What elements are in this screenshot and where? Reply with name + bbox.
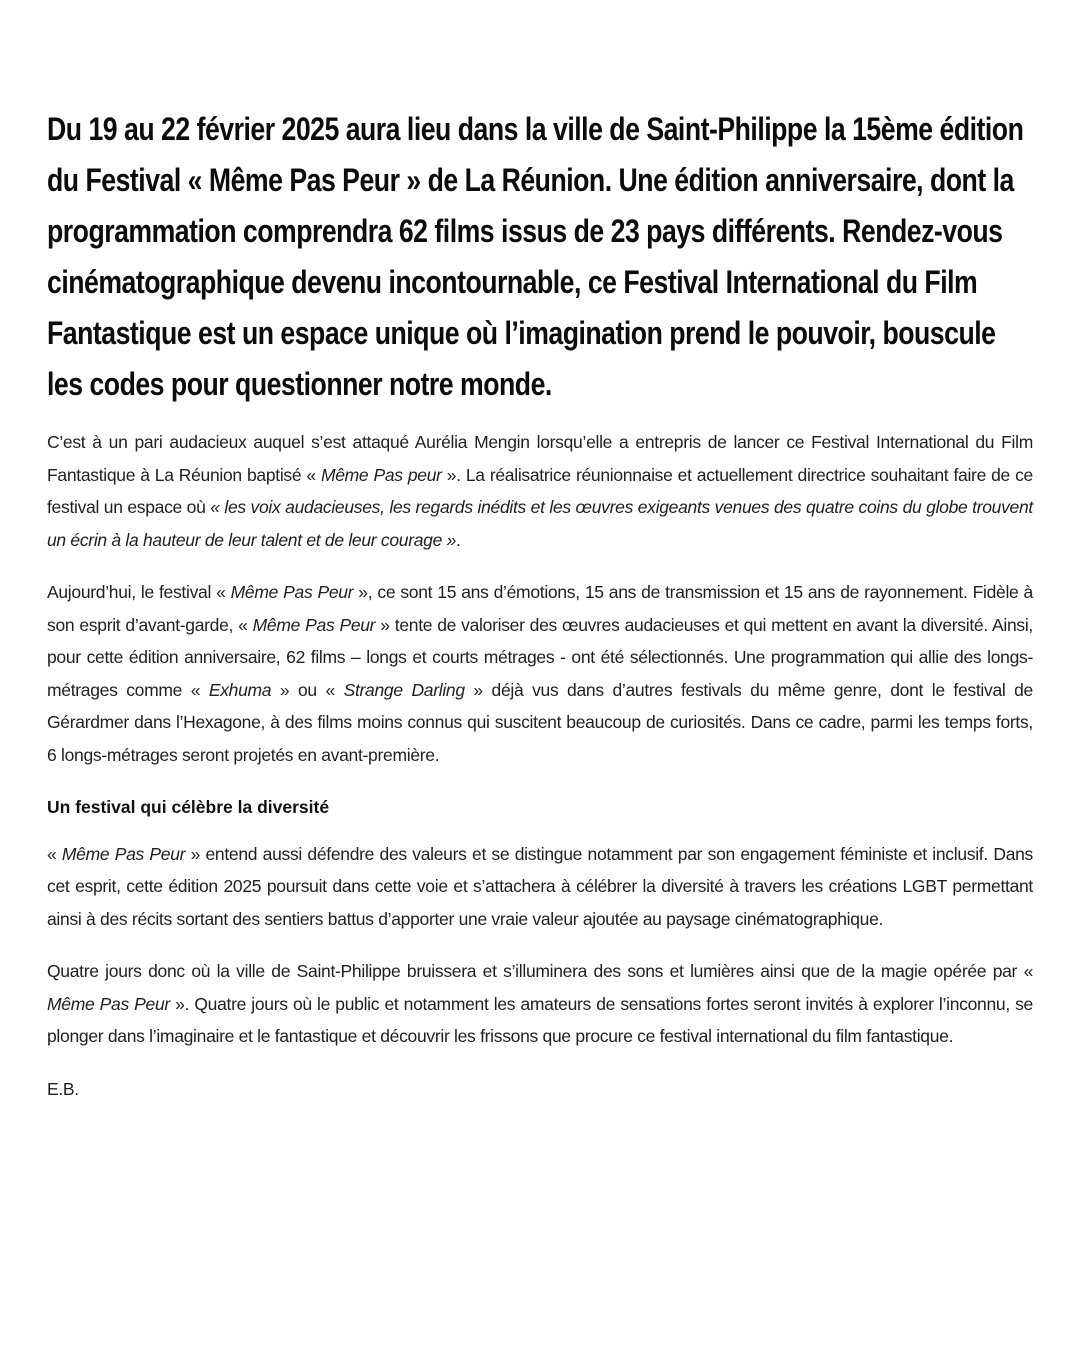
article-paragraph bbox=[47, 426, 1033, 556]
article-paragraph bbox=[47, 576, 1033, 771]
text-segment: » entend aussi défendre des valeurs et se distingue notamment par son engagement féministe et inclusif. Dans cet esprit, cette édition 2025 poursuit dans cette voie et s’attachera à célébrer la diversité à travers les créations LGBT permettant ainsi à des récits sortant des sentiers battus d’apporter une vraie valeur ajoutée au paysage cinématographique. bbox=[47, 843, 1034, 929]
author-initials: E.B. bbox=[47, 1078, 79, 1099]
text-segment: C’est à un pari audacieux auquel s’est attaqué Aurélia Mengin lorsqu’elle a entrepris de lancer ce Festival International du Film Fantastique à La Réunion baptisé « bbox=[47, 432, 1033, 485]
article-body bbox=[47, 426, 1033, 1105]
section-subheading: Un festival qui célèbre la diversité bbox=[47, 797, 330, 817]
article-paragraph bbox=[47, 955, 1033, 1053]
italic-text-segment: « les voix audacieuses, les regards inédits et les œuvres exigeants venues des quatre coins du globe trouvent un écrin à la hauteur de leur talent et de leur courage » bbox=[47, 497, 1033, 550]
text-segment: » ou « bbox=[271, 679, 344, 700]
italic-text-segment: Même Pas Peur bbox=[230, 582, 354, 602]
article-lead-headline: Du 19 au 22 février 2025 aura lieu dans la ville de Saint-Philippe la 15ème édition du Festival « Même Pas Peur » de La Réunion. Une édition anniversaire, dont la programmation comprendra 62 films issus de 23 pays différents. Rendez-vous cinématographique devenu incontournable, ce Festival International du Film Fantastique est un espace unique où l’imagination prend le pouvoir, bouscule les codes pour questionner notre monde. bbox=[47, 111, 1024, 402]
article-paragraph bbox=[47, 838, 1033, 936]
text-segment: Aujourd’hui, le festival « bbox=[47, 582, 231, 602]
italic-text-segment: Exhuma bbox=[208, 679, 272, 700]
italic-text-segment: Même Pas Peur bbox=[47, 993, 170, 1014]
text-segment: Quatre jours donc où la ville de Saint-Philippe bruissera et s’illuminera des sons et lumières ainsi que de la magie opérée par « bbox=[47, 961, 1033, 981]
italic-text-segment: Strange Darling bbox=[343, 679, 465, 700]
text-segment: . bbox=[456, 529, 461, 550]
italic-text-segment: Même Pas peur bbox=[320, 464, 442, 485]
text-segment: » déjà vus dans d’autres festivals du même genre, dont le festival de Gérardmer dans l’Hexagone, à des films moins connus qui suscitent beaucoup de curiosités. Dans ce cadre, parmi les temps forts, 6 longs-métrages seront projetés en avant-première. bbox=[47, 679, 1033, 765]
text-segment: « bbox=[47, 843, 62, 864]
italic-text-segment: Même Pas Peur bbox=[61, 843, 186, 864]
text-segment: » tente de valoriser des œuvres audacieuses et qui mettent en avant la diversité. Ainsi, pour cette édition anniversaire, 62 films – longs et courts métrages - ont été sélectionnés. Une programmation qui allie des longs-métrages comme « bbox=[47, 614, 1033, 700]
text-segment: ». Quatre jours où le public et notamment les amateurs de sensations fortes seront invités à explorer l’inconnu, se plonger dans l’imaginaire et le fantastique et découvrir les frissons que procure ce festival international du film fantastique. bbox=[47, 993, 1033, 1046]
italic-text-segment: Même Pas Peur bbox=[252, 614, 376, 635]
text-segment: », ce sont 15 ans d’émotions, 15 ans de transmission et 15 ans de rayonnement. Fidèle à son esprit d’avant-garde, « bbox=[47, 582, 1033, 635]
text-segment: ». La réalisatrice réunionnaise et actuellement directrice souhaitant faire de ce festival un espace où bbox=[47, 464, 1033, 517]
